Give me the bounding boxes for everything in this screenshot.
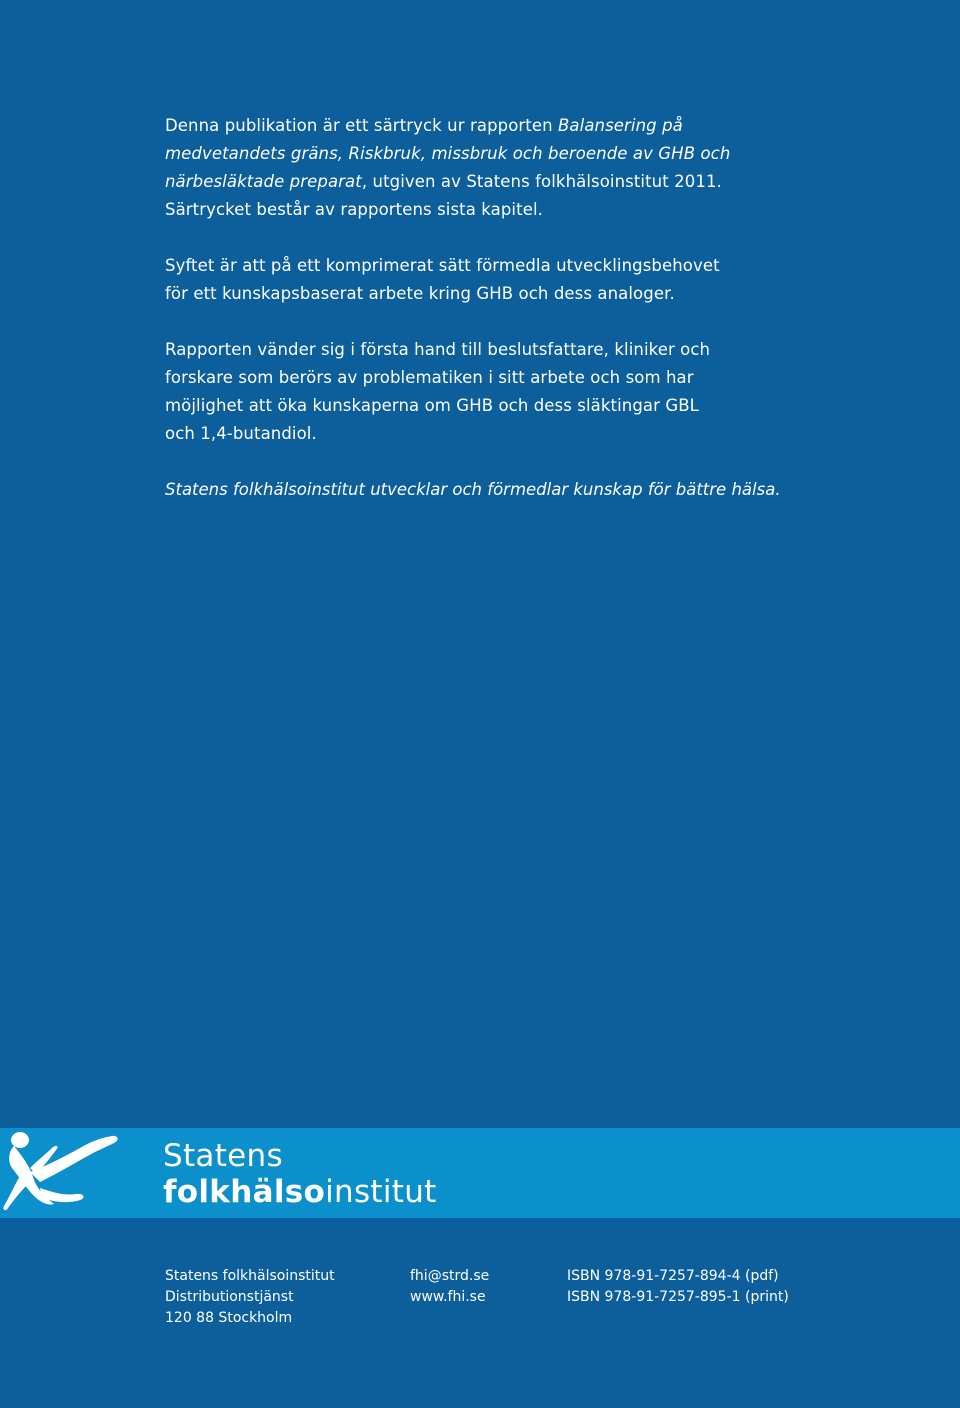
- leaping-figure-logo-icon: [0, 1128, 130, 1218]
- audience-line: möjlighet att öka kunskaperna om GHB och dess släktingar GBL: [165, 396, 699, 415]
- intro-line: [165, 168, 805, 196]
- address-line: Statens folkhälsoinstitut: [165, 1268, 335, 1284]
- audience-line: och 1,4-butandiol.: [165, 424, 317, 443]
- isbn-line: ISBN 978-91-7257-894-4 (pdf): [567, 1268, 779, 1284]
- footer-contact: [410, 1266, 489, 1308]
- footer-isbn: [567, 1266, 789, 1308]
- report-title-part: medvetandets gräns, Riskbruk, missbruk och beroende av GHB och: [165, 144, 731, 163]
- body-text: [165, 112, 805, 504]
- purpose-line: för ett kunskapsbaserat arbete kring GHB och dess analoger.: [165, 284, 675, 303]
- report-title-part: närbesläktade preparat: [165, 172, 362, 191]
- email-link[interactable]: fhi@strd.se: [410, 1268, 490, 1284]
- logo-wordmark: [163, 1138, 437, 1210]
- logo-line-folkhalsoinstitut: [163, 1174, 437, 1210]
- intro-line: Särtrycket består av rapportens sista kapitel.: [165, 200, 543, 219]
- logo-regular-part: institut: [325, 1174, 437, 1210]
- audience-line: Rapporten vänder sig i första hand till beslutsfattare, kliniker och: [165, 340, 711, 359]
- tagline: Statens folkhälsoinstitut utvecklar och förmedlar kunskap för bättre hälsa.: [165, 480, 781, 499]
- logo-band: [0, 1128, 960, 1218]
- address-line: Distributionstjänst: [165, 1289, 294, 1305]
- logo-bold-part: folkhälso: [163, 1174, 326, 1210]
- report-title-part: Balansering på: [558, 116, 683, 135]
- intro-line: [165, 112, 805, 140]
- purpose-line: Syftet är att på ett komprimerat sätt förmedla utvecklingsbehovet: [165, 256, 720, 275]
- intro-line: [165, 140, 805, 168]
- footer-address: [165, 1266, 335, 1329]
- intro-paragraph: [165, 112, 805, 224]
- isbn-line: ISBN 978-91-7257-895-1 (print): [567, 1289, 789, 1305]
- audience-paragraph: [165, 336, 805, 448]
- purpose-paragraph: [165, 252, 805, 308]
- logo-line-statens: Statens: [163, 1138, 283, 1174]
- address-line: 120 88 Stockholm: [165, 1310, 293, 1326]
- audience-line: forskare som berörs av problematiken i sitt arbete och som har: [165, 368, 694, 387]
- intro-text: , utgiven av Statens folkhälsoinstitut 2011.: [361, 172, 722, 191]
- website-link[interactable]: www.fhi.se: [410, 1289, 486, 1305]
- intro-text: Denna publikation är ett särtryck ur rapporten: [165, 116, 559, 135]
